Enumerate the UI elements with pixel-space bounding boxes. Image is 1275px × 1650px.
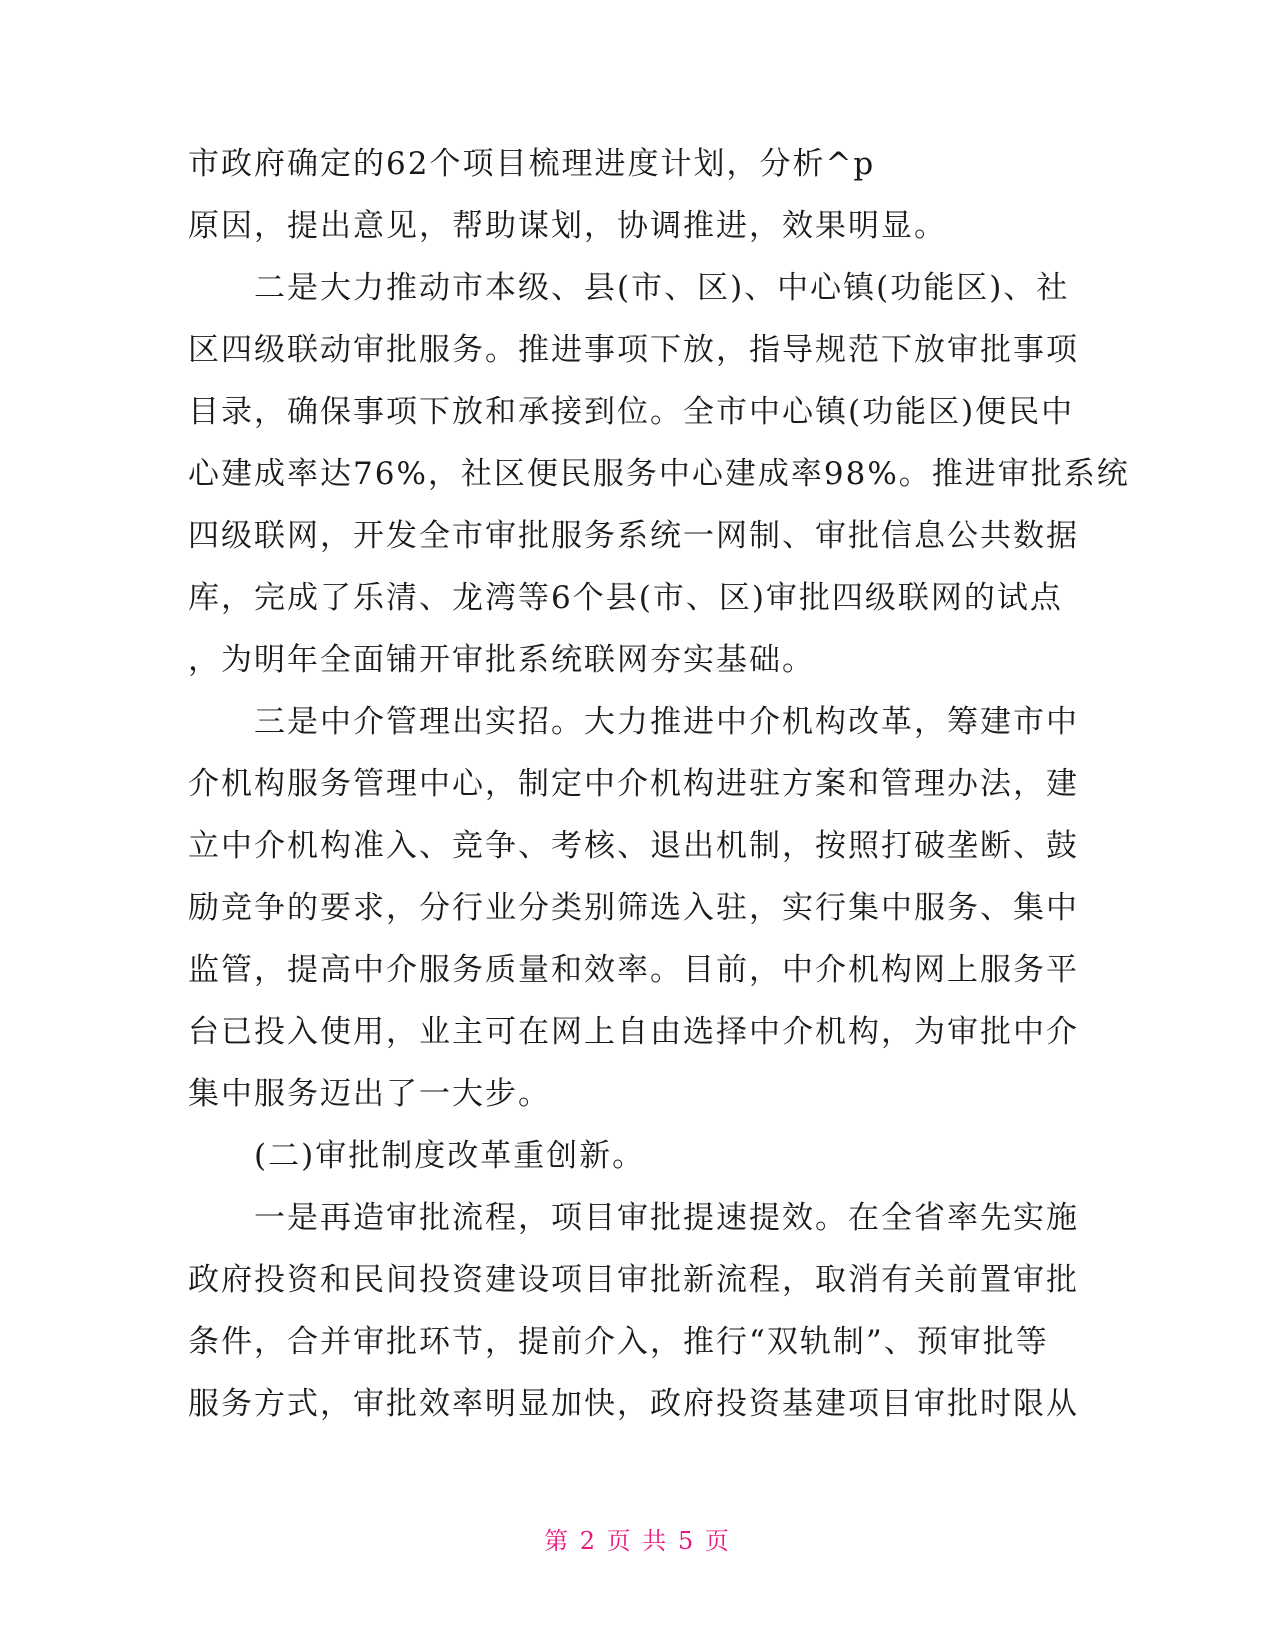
body-line: 二是大力推动市本级、县(市、区)、中心镇(功能区)、社	[188, 270, 1070, 306]
body-line: 区四级联动审批服务。推进事项下放，指导规范下放审批事项	[188, 332, 1079, 368]
body-line: ，为明年全面铺开审批系统联网夯实基础。	[188, 642, 815, 678]
body-line: 目录，确保事项下放和承接到位。全市中心镇(功能区)便民中	[188, 394, 1075, 430]
body-line: 励竞争的要求，分行业分类别筛选入驻，实行集中服务、集中	[188, 890, 1079, 926]
body-line: 政府投资和民间投资建设项目审批新流程，取消有关前置审批	[188, 1262, 1079, 1298]
body-line: 原因，提出意见，帮助谋划，协调推进，效果明显。	[188, 208, 947, 244]
body-line: 三是中介管理出实招。大力推进中介机构改革，筹建市中	[188, 704, 1079, 740]
section-heading: (二)审批制度改革重创新。	[188, 1138, 646, 1174]
body-line: 介机构服务管理中心，制定中介机构进驻方案和管理办法，建	[188, 766, 1079, 802]
body-line: 一是再造审批流程，项目审批提速提效。在全省率先实施	[188, 1200, 1079, 1236]
body-line: 市政府确定的62个项目梳理进度计划，分析^p	[188, 146, 876, 182]
body-line: 四级联网，开发全市审批服务系统一网制、审批信息公共数据	[188, 518, 1079, 554]
body-line: 台已投入使用，业主可在网上自由选择中介机构，为审批中介	[188, 1014, 1079, 1050]
body-line: 服务方式，审批效率明显加快，政府投资基建项目审批时限从	[188, 1386, 1079, 1422]
body-line: 库，完成了乐清、龙湾等6个县(市、区)审批四级联网的试点	[188, 580, 1063, 616]
body-line: 条件，合并审批环节，提前介入，推行“双轨制”、预审批等	[188, 1324, 1049, 1360]
body-line: 集中服务迈出了一大步。	[188, 1076, 551, 1112]
body-line: 心建成率达76%，社区便民服务中心建成率98%。推进审批系统	[188, 456, 1130, 492]
page-number-footer: 第 2 页 共 5 页	[544, 1527, 731, 1555]
body-line: 监管，提高中介服务质量和效率。目前，中介机构网上服务平	[188, 952, 1079, 988]
body-line: 立中介机构准入、竞争、考核、退出机制，按照打破垄断、鼓	[188, 828, 1079, 864]
